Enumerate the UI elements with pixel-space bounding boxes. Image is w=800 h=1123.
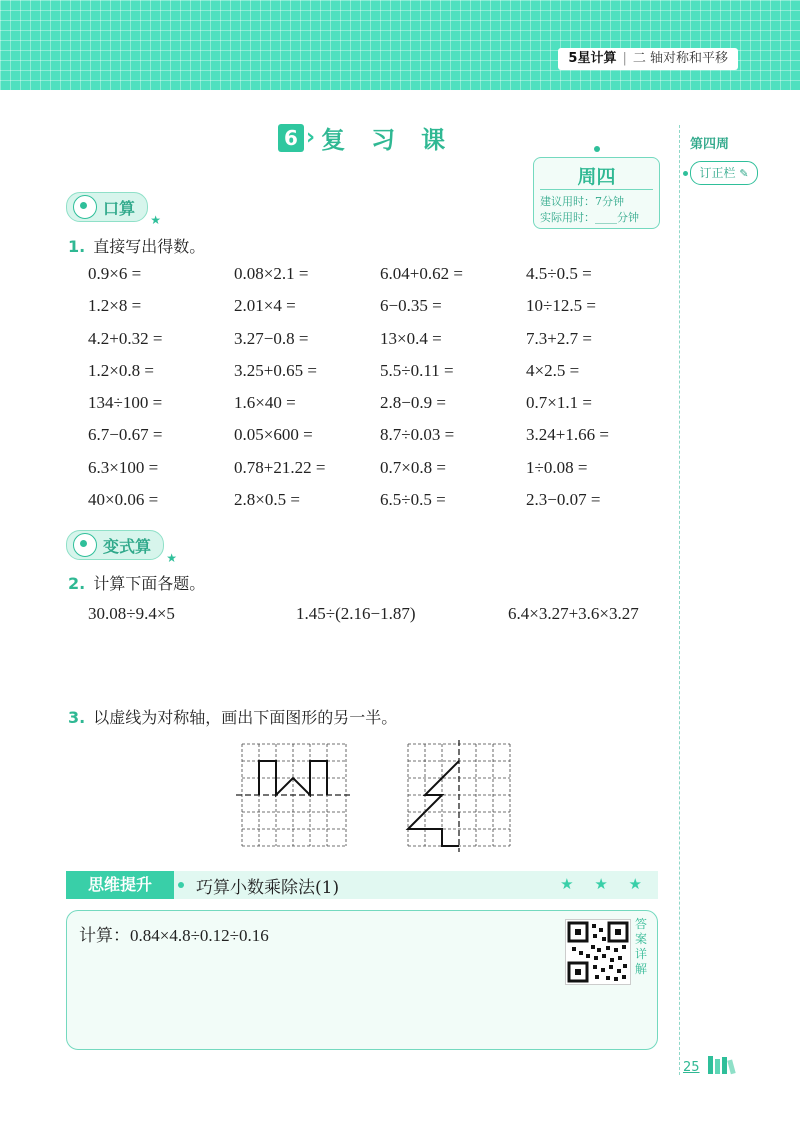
oral-calc-grid (88, 262, 672, 520)
thinking-banner (66, 871, 658, 899)
unit-name: 二 轴对称和平移 (632, 51, 728, 66)
page-header (0, 0, 800, 90)
question-number: 3. (68, 708, 86, 727)
books-icon (706, 1054, 740, 1076)
calc-item: 2.01×4 = (234, 296, 296, 316)
dot-icon (178, 882, 184, 888)
calc-item: 6.04+0.62 = (380, 264, 463, 283)
calc-item: 7.3+2.7 = (526, 328, 592, 348)
separator: | (622, 51, 627, 66)
calc-item: 40×0.06 = (88, 490, 159, 510)
suggested-time: 建议用时：7分钟 (540, 195, 624, 208)
calc-item: 0.9×6 = (88, 264, 142, 283)
margin-divider (679, 125, 680, 1075)
hanging-dot-icon (594, 146, 600, 152)
question-number: 1. (68, 237, 86, 256)
section-oral-calc (66, 192, 162, 227)
thinking-tag: 思维提升 (66, 871, 174, 899)
calc-item: 4×2.5 = (526, 360, 580, 380)
half-shape (408, 761, 459, 846)
calc-item: 1.2×8 = (88, 296, 142, 316)
question-text: 以虚线为对称轴，画出下面图形的另一半。 (93, 708, 398, 727)
calc-item: 3.25+0.65 = (234, 360, 317, 380)
day-divider (540, 189, 653, 190)
chevron-right-icon: › (306, 125, 316, 150)
week-label: 第四周 (690, 137, 730, 152)
calc-item: 6.5÷0.5 = (380, 490, 446, 510)
section-label: 口算 (103, 198, 136, 218)
variant-item: 1.45÷(2.16−1.87) (296, 604, 416, 623)
question-2 (68, 571, 205, 594)
chapter-tag (558, 48, 738, 70)
calc-item: 2.3−0.07 = (526, 490, 601, 510)
day-card (533, 157, 660, 229)
calc-item: 2.8×0.5 = (234, 490, 300, 510)
correction-text: 订正栏 (699, 166, 736, 180)
star-icon: ★ (166, 551, 178, 565)
symmetry-figure-right (404, 740, 514, 852)
thinking-problem: 计算：0.84×4.8÷0.12÷0.16 (79, 926, 269, 945)
calc-item: 6.7−0.67 = (88, 425, 163, 445)
actual-time: 实际用时：____分钟 (540, 211, 639, 224)
calc-item: 6−0.35 = (380, 296, 442, 316)
calc-item: 1.6×40 = (234, 393, 296, 413)
calc-item: 0.05×600 = (234, 425, 313, 445)
answer-detail-label: 答案详解 (634, 917, 647, 976)
calc-item: 0.78+21.22 = (234, 457, 326, 477)
section-label: 变式算 (103, 536, 152, 556)
star-icon: ★ (150, 213, 162, 227)
calc-item: 1÷0.08 = (526, 457, 588, 477)
calc-item: 0.08×2.1 = (234, 264, 309, 283)
lesson-title (278, 120, 471, 155)
variant-item: 30.08÷9.4×5 (88, 604, 175, 623)
question-text: 计算下面各题。 (93, 574, 206, 593)
section-variant-calc (66, 530, 178, 565)
calc-item: 1.2×0.8 = (88, 360, 154, 380)
series-name: 5星计算 (568, 51, 617, 66)
day-title: 周四 (577, 166, 616, 188)
stopwatch-icon (73, 195, 97, 219)
qr-code-icon[interactable] (565, 919, 631, 985)
thinking-topic: 巧算小数乘除法(1) (196, 878, 340, 898)
lesson-name: 复习课 (321, 125, 472, 154)
star-rating: ★ ★ ★ (560, 875, 650, 893)
calc-item: 2.8−0.9 = (380, 393, 446, 413)
pencil-icon: ✎ (739, 167, 749, 180)
calc-item: 3.27−0.8 = (234, 328, 309, 348)
question-3 (68, 705, 397, 728)
calc-item: 0.7×0.8 = (380, 457, 446, 477)
calc-item: 4.5÷0.5 = (526, 264, 592, 283)
variant-item: 6.4×3.27+3.6×3.27 (508, 604, 639, 623)
calc-item: 4.2+0.32 = (88, 328, 163, 348)
calc-item: 134÷100 = (88, 393, 163, 413)
calc-item: 10÷12.5 = (526, 296, 596, 316)
calc-item: 6.3×100 = (88, 457, 159, 477)
target-icon (73, 533, 97, 557)
thinking-box (66, 910, 658, 1050)
calc-item: 0.7×1.1 = (526, 393, 592, 413)
calc-item: 8.7÷0.03 = (380, 425, 455, 445)
page-number: 25 (683, 1060, 700, 1075)
lesson-number: 6 (278, 124, 304, 152)
correction-column-label (690, 161, 758, 185)
question-number: 2. (68, 574, 86, 593)
symmetry-figure-left (236, 740, 350, 850)
question-1 (68, 234, 205, 257)
question-text: 直接写出得数。 (93, 237, 206, 256)
calc-item: 5.5÷0.11 = (380, 360, 454, 380)
calc-item: 3.24+1.66 = (526, 425, 609, 445)
calc-item: 13×0.4 = (380, 328, 442, 348)
